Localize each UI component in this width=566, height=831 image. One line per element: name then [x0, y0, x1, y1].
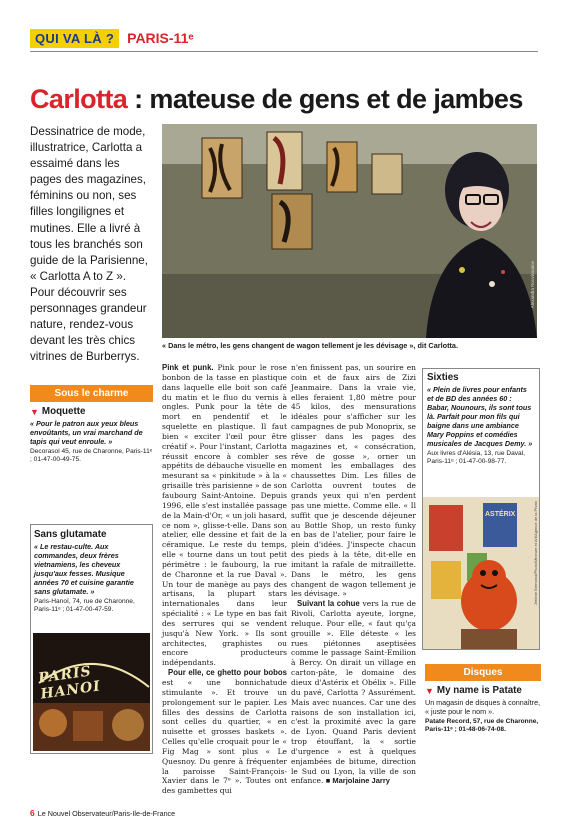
header-rule	[30, 51, 538, 52]
article-intro: Dessinatrice de mode, illustratrice, Carlotta a essaimé dans les pages des magazines, féminins ou non, ses filles longilignes et mutines. Elle a livré à tous les branchés son guide de la Parisienne, « Carlotta A to Z ». Pour découvrir ses personnages grandeur nature, rendez-vous devant les très chics vitrines de Burberrys.	[30, 125, 148, 364]
restaurant-photo	[33, 633, 150, 751]
venue-name: My name is Patate	[436, 685, 522, 696]
portrait-illustration	[162, 124, 537, 338]
title-name: Carlotta	[30, 84, 128, 114]
venue-address: Aux livres d'Alésia, 13, rue Daval, Paris-11ᵉ ; 01-47-00-98-77.	[427, 450, 526, 466]
bookshop-photo	[423, 497, 539, 649]
venue-title-patate	[425, 685, 541, 696]
section-header	[30, 27, 194, 49]
photo-credit: Alexandra Nouvissance	[530, 260, 535, 308]
sidebar-disques	[425, 664, 541, 735]
venue-quote: « Plein de livres pour enfants et de BD des années 60 : Babar, Nounours, ils sont tous là. Parfait pour mon fils qui baigne dans une ambiance Mary Poppins et comédies musicales de Jacques Demy. »	[427, 385, 533, 448]
disques-header: Disques	[425, 664, 541, 681]
paragraph-text: n'en finissent pas, un sourire en coin et de faux airs de Zizi Jeanmaire. Dans la vraie vie, elles feraient 1,80 mètre pour 45 kilos, des mensurations idéales pour s'afficher sur les campagnes de pub Monoprix, se glisser dans les pages des magazines et, « consécration, rêve de gosse », orner un moment les emballages des chaussettes Dim. Les filles de Carlotta ouvrent toutes de grands yeux qui n'en perdent pas une miette. Comme elle. « Il suffit que je descende déjeuner au Bottle Shop, un resto funky en bas de l'atelier, pour faire le plein d'idées. J'inspecte chacun des pieds à la tête, dit-elle en imitant la rafale de mitraillette. Dans le métro, les gens changent de wagon tellement je les dévisage. »	[291, 363, 416, 599]
venue-quote: Un magasin de disques à connaître, « juste pour le nom ».	[425, 698, 541, 716]
article-paragraph	[162, 363, 287, 668]
sidebar-sixties	[422, 368, 540, 650]
venue-address: Paris-Hanoï, 74, rue de Charonne, Paris-11ᵉ ; 01-47-00-47-59.	[34, 598, 135, 614]
page-number: 6	[30, 808, 35, 818]
paragraph-runin: Pour elle, ce ghetto pour bobos	[168, 668, 287, 678]
venue-address: Decorasol 45, rue de Charonne, Paris-11ᵉ ; 01-47-00-49-75.	[30, 448, 153, 464]
portrait-photo	[162, 124, 537, 338]
paragraph-text: est « une bonnichatude stimulante ». Et trouve un prolongement sur le papier. Les filles des dessins de Carlotta sont celles du quartier, « en nuisette et grosses baskets ». Celles qu'elle croquait pour le « Fig Mag » sont plus « Le Quesnoy. Du genre à fréquenter la paroisse Saint-François-Xavier dans le 7ᵉ ». Toutes ont des gambettes qui	[162, 678, 287, 796]
article-title	[30, 84, 523, 115]
paragraph-runin: Suivant la cohue	[297, 599, 360, 609]
venue-title-sans-glutamate	[34, 529, 149, 540]
arrow-down-icon: ▼	[425, 685, 434, 696]
section-kicker: QUI VA LÀ ?	[30, 29, 119, 48]
article-column-1	[162, 363, 287, 796]
sidebar-sans-glutamate	[30, 524, 153, 754]
article-paragraph	[162, 668, 287, 796]
venue-title-sixties	[427, 372, 535, 383]
restaurant-sign: PARIS HANOI	[37, 663, 102, 703]
venue-name: Moquette	[41, 406, 86, 417]
venue-name: Sixties	[427, 372, 459, 383]
venue-address: Patate Record, 57, rue de Charonne, Paris-11ᵉ ; 01-48-06-74-08.	[425, 718, 539, 734]
author-signature: ■ Marjolaine Jarry	[325, 776, 390, 786]
section-city: PARIS-11ᵉ	[127, 30, 194, 46]
bookshop-photo-credit: Jérôme Bermond/Photo/Mineure et Art/Agence de la Photo	[533, 501, 538, 606]
paragraph-text: Pink pour le rose bonbon de la tasse en plastique dans laquelle elle boit son café du matin et le fluo du vernis à ongles. Punk pour la tête de mort en pendentif et le squelette en plastique. Il faut bien « exciter l'œil pour être créatif ». Pour l'instant, Carlotta réussit encore à combler ses appétits de débauche visuelle en mesurant sa « pinkitude » à la « grisaille très parisienne » de son faubourg Saint-Antoine. Depuis 1996, elle s'est installée passage de la Main-d'Or, « un joli hasard, ce nom », glisse-t-elle. Dans son atelier, elle dessine et fait de la céramique. Le reste du temps, elle « tourne dans un tout petit périmètre : le faubourg, la rue de Charonne et la rue Daval ». Un tour de manège au pays des artisans, la plupart stars internationales dans leur spécialité : « Le type en bas fait des serrures qui se vendent jusqu'à New York. » Ils sont architectes, graphistes ou encore producteurs indépendants.	[162, 363, 287, 668]
page-footer	[30, 808, 175, 818]
title-rest: : mateuse de gens et de jambes	[127, 84, 523, 114]
article-paragraph	[291, 599, 416, 786]
photo-caption: « Dans le métro, les gens changent de wagon tellement je les dévisage », dit Carlotta.	[162, 341, 459, 350]
article-paragraph	[291, 363, 416, 599]
arrow-down-icon: ▼	[30, 406, 39, 417]
paragraph-text: vers la rue de Rivoli, Carlotta ayeute, lorgne, reluque. Pour elle, « faut qu'ça grouille ». Elle déteste « les rues piétonnes aseptisées comme le passage Saint-Emilion à Bercy. On dirait un village en carton-pâte, le domaine des dieux d'Astérix et Obélix ». Fille du pavé, Carlotta ? Assurément. Mais avec nuances. Car une des raisons de son installation ici, c'est la proximité avec la gare de Lyon. Quand Paris devient trop étouffant, la « sortie d'urgence » est à quelques enjambées de bitume, direction le Sud ou Lyon, la ville de son enfance.	[291, 599, 416, 786]
sidebar-sous-le-charme	[30, 385, 153, 465]
venue-quote: « Le restau-culte. Aux commandes, deux frères vietnamiens, les cheveux jusqu'aux fesses. Musique années 70 et cuisine garantie sans glutamate. »	[34, 542, 134, 596]
bookshop-illustration	[423, 497, 539, 649]
paragraph-runin: Pink et punk.	[162, 363, 214, 372]
publication-name: Le Nouvel Observateur/Paris-Ile-de-France	[37, 809, 176, 818]
venue-title-moquette	[30, 406, 153, 417]
sidebar-left-header: Sous le charme	[30, 385, 153, 402]
venue-quote: « Pour le patron aux yeux bleus envoûtants, un vrai marchand de tapis qui veut enroule. »	[30, 419, 143, 446]
article-column-2	[291, 363, 416, 786]
venue-name: Sans glutamate	[34, 529, 107, 540]
poster-text: ASTÉRIX	[485, 511, 516, 518]
